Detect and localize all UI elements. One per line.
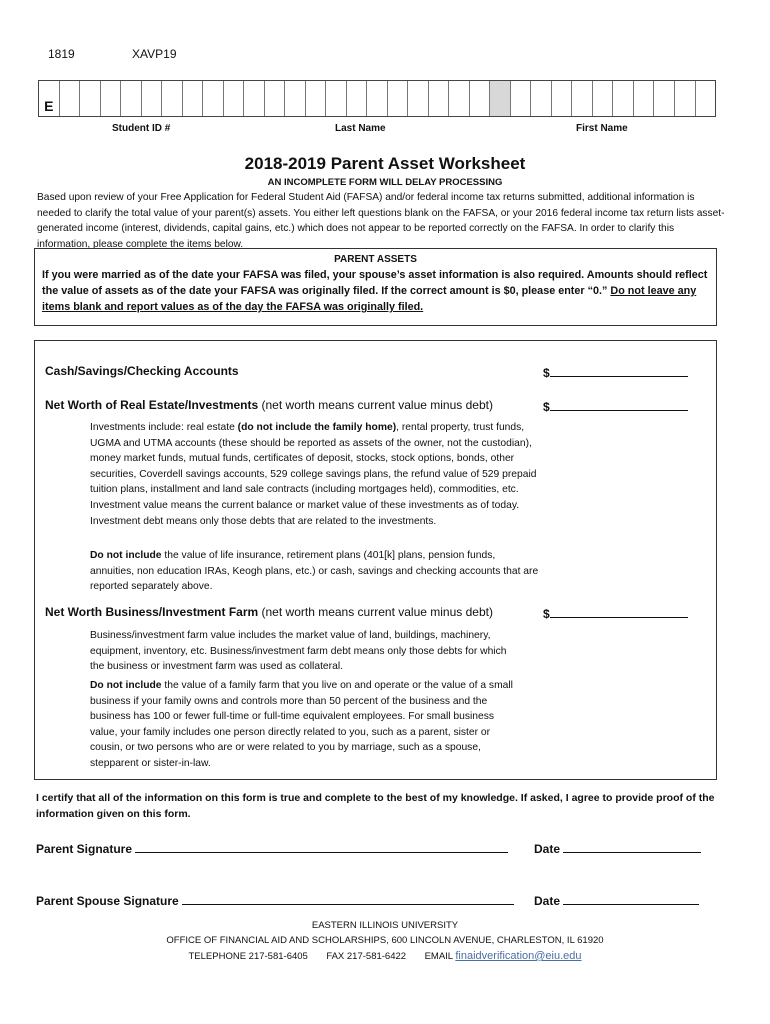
parent-signature-label: Parent Signature [36,842,133,856]
real-estate-dollar-sign: $ [543,400,550,414]
id-grid-cell[interactable] [285,81,306,116]
spouse-signature-field[interactable] [36,892,514,908]
form-codes [48,47,231,61]
form-code-2: XAVP19 [132,47,177,61]
id-grid-cell[interactable] [347,81,368,116]
id-grid-cell[interactable] [429,81,450,116]
footer-university: EASTERN ILLINOIS UNIVERSITY [311,920,459,931]
investments-exclusion: (do not include the family home) [237,422,397,433]
id-grid-cell[interactable] [613,81,634,116]
id-grid-cell[interactable] [224,81,245,116]
first-name-label: First Name [576,123,628,134]
parent-assets-instructions [42,267,709,315]
id-grid-cell[interactable] [388,81,409,116]
real-estate-amount-field[interactable] [543,398,688,414]
farm-dollar-sign: $ [543,607,550,621]
student-id-prefix: E [39,81,60,116]
id-grid-cell[interactable] [162,81,183,116]
id-grid-cell[interactable] [449,81,470,116]
spouse-signature-line[interactable] [182,892,514,905]
id-grid-cell[interactable] [408,81,429,116]
investments-text-a: Investments include: real estate [90,422,238,433]
id-grid-cell[interactable] [203,81,224,116]
id-grid-cell[interactable] [634,81,655,116]
id-grid-cell[interactable] [142,81,163,116]
cash-amount-line[interactable] [550,364,688,377]
id-grid-cell[interactable] [675,81,696,116]
id-grid-cell[interactable] [552,81,573,116]
footer-fax: FAX 217-581-6422 [326,951,407,962]
footer-email-link[interactable]: finaidverification@eiu.edu [455,950,582,962]
parent-signature-line[interactable] [135,840,508,853]
id-grid-cell[interactable] [511,81,532,116]
farm-amount-field[interactable] [543,605,688,621]
id-grid-cell[interactable] [183,81,204,116]
footer-email-label: EMAIL [424,951,453,962]
spouse-date-label: Date [534,894,561,908]
parent-date-label: Date [534,842,561,856]
real-estate-label: Net Worth of Real Estate/Investments [45,398,259,412]
farm-label: Net Worth Business/Investment Farm [45,605,259,619]
id-grid-cell[interactable] [490,81,511,116]
id-grid-cell[interactable] [80,81,101,116]
parent-date-field[interactable] [534,840,701,856]
farm-note: (net worth means current value minus debt) [261,605,493,619]
id-grid-cell[interactable] [60,81,81,116]
real-estate-note: (net worth means current value minus debt) [261,398,493,412]
id-grid-cell[interactable] [470,81,491,116]
real-estate-amount-line[interactable] [550,398,688,411]
id-grid-cell[interactable] [101,81,122,116]
investments-do-not-include: Do not include [90,550,162,561]
footer-phone: TELEPHONE 217-581-6405 [188,951,308,962]
investments-text-b: , rental property, trust funds, UGMA and UTMA accounts (these should be reported as assets of the owner, not the custodian), money market funds, mutual funds, certificates of deposit, stocks, stock options, bonds, other securities, Coverdell savings accounts, 529 college savings plans, the refund value of 529 prepaid tuition plans, installment and land sale contracts (including mortgages held), commodities, etc. Investment value means the current balance or market value of these investments as of today. Investment debt means only those debts that are related to the investments. [90,422,537,527]
cash-dollar-sign: $ [543,366,550,380]
parent-signature-field[interactable] [36,840,508,856]
farm-do-not-include: Do not include [90,680,162,691]
page-title: 2018-2019 Parent Asset Worksheet [244,154,526,173]
id-grid-cell[interactable] [265,81,286,116]
parent-date-line[interactable] [563,840,701,853]
cash-label: Cash/Savings/Checking Accounts [45,364,239,378]
parent-assets-heading: PARENT ASSETS [334,254,417,265]
spouse-date-field[interactable] [534,892,699,908]
id-grid-cell[interactable] [121,81,142,116]
intro-text: Based upon review of your Free Application for Federal Student Aid (FAFSA) and/or federal income tax returns submitted, additional information is needed to clarify the total value of your parent(s) assets. You either left questions blank on the FAFSA, or your 2016 federal income tax return lists asset-generated income (interest, dividends, capital gains, etc.) which does not appear to be reported correctly on the FAFSA. In order to clarify this information, please complete the items below. [37,192,725,250]
farm-exclusions [90,678,520,772]
parent-assets-box [34,248,717,326]
student-id-label: Student ID # [112,123,171,134]
page-subtitle: AN INCOMPLETE FORM WILL DELAY PROCESSING [267,177,503,188]
farm-amount-line[interactable] [550,605,688,618]
farm-description: Business/investment farm value includes the market value of land, buildings, machinery, equipment, inventory, etc. Business/investment farm debt means only those debts for which the business or investment farm was used as collateral. [90,630,507,673]
investments-description [90,420,540,529]
certification-statement: I certify that all of the information on this form is true and complete to the best of my knowledge. If asked, I agree to provide proof of the information given on this form. [36,792,715,820]
real-estate-row [45,398,493,412]
farm-row [45,605,493,619]
farm-exclusions-text: the value of a family farm that you live on and operate or the value of a small business if your family owns and controls more than 50 percent of the business and the business has 100 or fewer full-time or full-time equivalent employees. For small business value, your family includes one person directly related to you, such as a parent, sister or cousin, or two persons who are or were related to you by marriage, such as a spouse, stepparent or sister-in-law. [90,680,513,769]
id-grid-cell[interactable] [244,81,265,116]
spouse-date-line[interactable] [563,892,699,905]
student-id-grid[interactable] [38,80,716,117]
investments-exclusions [90,548,540,595]
id-grid-cell[interactable] [367,81,388,116]
spouse-signature-label: Parent Spouse Signature [36,894,179,908]
cash-amount-field[interactable] [543,364,688,380]
footer-address: OFFICE OF FINANCIAL AID AND SCHOLARSHIPS, 600 LINCOLN AVENUE, CHARLESTON, IL 61920 [166,935,604,946]
id-grid-cell[interactable] [696,81,716,116]
investments-exclusions-text: the value of life insurance, retirement plans (401[k] plans, pension funds, annuities, non education IRAs, Keogh plans, etc.) or cash, savings and checking accounts that are reported separately above. [90,550,539,593]
parent-assets-warning: Do not leave any items blank and report values as of the day the FAFSA was originally filed. [42,285,697,313]
id-grid-cell[interactable] [593,81,614,116]
id-grid-cell[interactable] [531,81,552,116]
id-grid-cell[interactable] [326,81,347,116]
footer-contact [0,950,770,962]
parent-assets-text: If you were married as of the date your FAFSA was filed, your spouse’s asset information is also required. Amounts should reflect the value of assets as of the date your FAFSA was originally filed. If the correct amount is $0, please enter “0.” [42,269,708,297]
id-grid-cell[interactable] [306,81,327,116]
last-name-label: Last Name [335,123,386,134]
id-grid-cell[interactable] [572,81,593,116]
id-grid-cell[interactable] [654,81,675,116]
form-code-1: 1819 [48,47,75,61]
